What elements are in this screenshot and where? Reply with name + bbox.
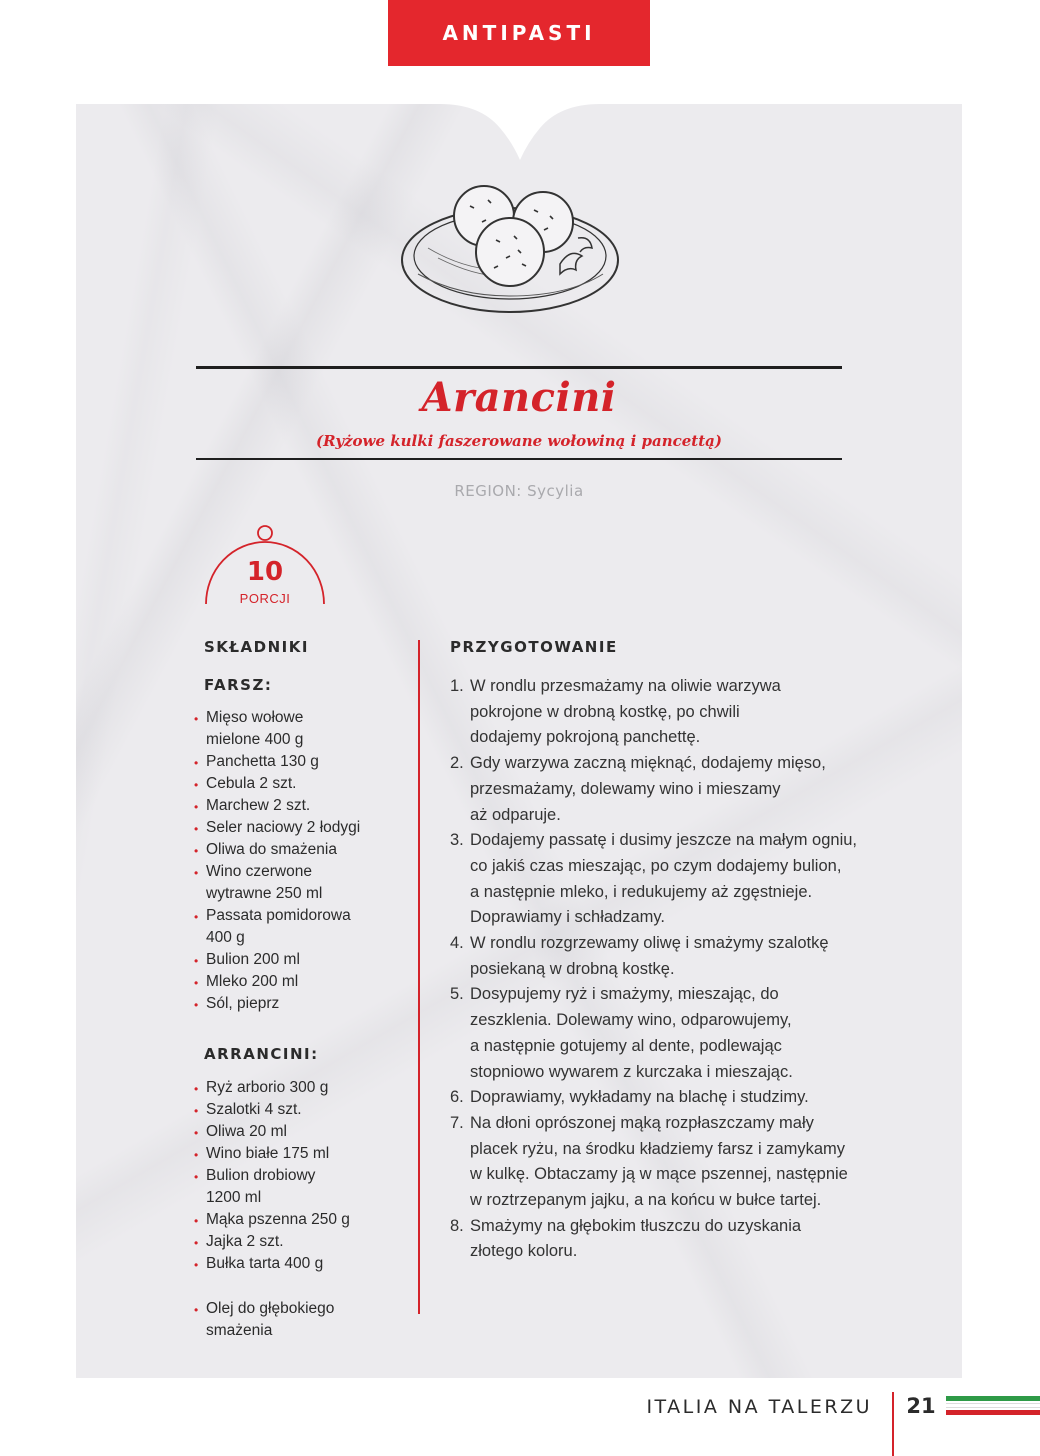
- step-text: Gdy warzywa zaczną mięknąć, dodajemy mięso,: [470, 754, 826, 773]
- title-bottom-rule: [196, 458, 842, 460]
- column-divider: [418, 640, 420, 1314]
- ingredient-text: Panchetta 130 g: [206, 753, 319, 770]
- ingredient-text: 400 g: [206, 929, 245, 946]
- bullet-icon: •: [194, 800, 199, 814]
- preparation-step: [450, 674, 920, 751]
- bullet-icon: •: [194, 976, 199, 990]
- bullet-icon: •: [194, 1126, 199, 1140]
- ingredient-text: Mleko 200 ml: [206, 973, 299, 990]
- preparation-steps: [450, 674, 920, 1265]
- arancini-plate-illustration-icon: [398, 178, 628, 328]
- step-text: aż odparuje.: [470, 805, 561, 824]
- ingredient-text: Oliwa do smażenia: [206, 841, 337, 858]
- ingredient-text: Cebula 2 szt.: [206, 775, 297, 792]
- step-text: dodajemy pokrojoną panchettę.: [470, 728, 701, 747]
- ingredient-text: Seler naciowy 2 łodygi: [206, 819, 361, 836]
- recipe-region: REGION: Sycylia: [454, 482, 584, 500]
- preparation-step: [450, 1214, 920, 1265]
- italian-flag-stripes: [946, 1396, 1040, 1417]
- ingredient-text: Sól, pieprz: [206, 995, 280, 1012]
- flag-stripe-white: [946, 1403, 1040, 1408]
- ingredient-text: Wino czerwone: [206, 863, 312, 880]
- ingredient-text: Bulion 200 ml: [206, 951, 300, 968]
- ingredient-text: 1200 ml: [206, 1189, 262, 1206]
- ingredient-item: [190, 1143, 410, 1165]
- step-number: 5.: [450, 985, 464, 1004]
- preparation-step: [450, 1111, 920, 1214]
- step-number: 3.: [450, 831, 464, 850]
- ingredient-text: wytrawne 250 ml: [206, 885, 323, 902]
- step-text: W rondlu przesmażamy na oliwie warzywa: [470, 677, 781, 695]
- step-text: zeszklenia. Dolewamy wino, odparowujemy,: [470, 1011, 792, 1030]
- step-text: a następnie gotujemy al dente, podlewając: [470, 1036, 782, 1055]
- ingredient-item: [190, 993, 410, 1015]
- step-text: Smażymy na głębokim tłuszczu do uzyskania: [470, 1216, 802, 1235]
- servings-number: 10: [246, 557, 284, 587]
- ingredient-item: [190, 1077, 410, 1099]
- bullet-icon: •: [194, 954, 199, 968]
- ingredient-item: [190, 1099, 410, 1121]
- flag-stripe-green: [946, 1396, 1040, 1401]
- step-text: Doprawiamy, wykładamy na blachę i studzimy.: [470, 1088, 809, 1107]
- step-text: złotego koloru.: [470, 1242, 578, 1261]
- step-number: 2.: [450, 754, 464, 773]
- step-text: Doprawiamy i schładzamy.: [470, 908, 666, 927]
- ingredient-text: Mąka pszenna 250 g: [206, 1211, 350, 1228]
- step-number: 7.: [450, 1113, 464, 1132]
- ingredients-heading: SKŁADNIKI: [204, 638, 309, 656]
- ingredient-text: Oliwa 20 ml: [206, 1123, 287, 1140]
- step-text: stopniowo wywarem z kurczaka i mieszając.: [470, 1062, 793, 1081]
- flag-stripe-red: [946, 1410, 1040, 1415]
- ingredient-item: [190, 905, 410, 949]
- step-text: Na dłoni oprószonej mąką rozpłaszczamy mały: [470, 1113, 814, 1132]
- step-text: pokrojone w drobną kostkę, po chwili: [470, 702, 740, 721]
- bullet-icon: •: [194, 1170, 199, 1184]
- ingredient-item: [190, 1231, 410, 1253]
- servings-label: PORCJI: [239, 591, 291, 606]
- ingredient-group-title: FARSZ:: [204, 676, 273, 694]
- step-text: a następnie mleko, i redukujemy aż zgęstnieje.: [470, 882, 813, 901]
- ingredient-item: [190, 773, 410, 795]
- ingredient-item: [190, 1209, 410, 1231]
- ingredient-text: smażenia: [206, 1322, 273, 1339]
- preparation-step: [450, 828, 920, 931]
- step-number: 8.: [450, 1216, 464, 1235]
- step-text: W rondlu rozgrzewamy oliwę i smażymy szalotkę: [470, 934, 829, 953]
- preparation-step: [450, 931, 920, 982]
- ingredient-item: [190, 839, 410, 861]
- ingredient-list-arancini: [190, 1077, 410, 1275]
- bullet-icon: •: [194, 712, 199, 726]
- ingredient-text: mielone 400 g: [206, 731, 304, 748]
- step-text: co jakiś czas mieszając, po czym dodajemy bulion,: [470, 856, 842, 875]
- bullet-icon: •: [194, 844, 199, 858]
- title-top-rule: [196, 366, 842, 369]
- ingredient-item: [190, 707, 410, 751]
- step-text: Dosypujemy ryż i smażymy, mieszając, do: [470, 985, 779, 1004]
- step-text: w roztrzepanym jajku, a na końcu w bułce tartej.: [470, 1191, 822, 1210]
- bullet-icon: •: [194, 1104, 199, 1118]
- bullet-icon: •: [194, 822, 199, 836]
- ingredient-text: Szalotki 4 szt.: [206, 1101, 302, 1118]
- ingredient-text: Marchew 2 szt.: [206, 797, 311, 814]
- ingredient-item: [190, 1298, 410, 1342]
- bullet-icon: •: [194, 1303, 199, 1317]
- step-text: posiekaną w drobną kostkę.: [470, 959, 675, 978]
- preparation-heading: PRZYGOTOWANIE: [450, 638, 618, 656]
- preparation-step: [450, 1085, 920, 1111]
- recipe-title: Arancini: [421, 374, 617, 421]
- bullet-icon: •: [194, 778, 199, 792]
- recipe-subtitle: (Ryżowe kulki faszerowane wołowiną i pancettą): [316, 432, 722, 450]
- ingredient-item: [190, 817, 410, 839]
- step-text: przesmażamy, dolewamy wino i mieszamy: [470, 779, 781, 798]
- ingredient-item: [190, 861, 410, 905]
- card-notch-decoration: [440, 98, 600, 162]
- ingredient-text: Ryż arborio 300 g: [206, 1079, 329, 1096]
- step-number: 4.: [450, 934, 464, 953]
- step-text: Dodajemy passatę i dusimy jeszcze na małym ogniu,: [470, 831, 858, 850]
- step-text: placek ryżu, na środku kładziemy farsz i zamykamy: [470, 1139, 846, 1158]
- step-number: 1.: [450, 677, 464, 695]
- bullet-icon: •: [194, 1236, 199, 1250]
- bullet-icon: •: [194, 910, 199, 924]
- bullet-icon: •: [194, 998, 199, 1012]
- ingredient-list-farsz: [190, 707, 410, 1015]
- preparation-step: [450, 751, 920, 828]
- step-number: 6.: [450, 1088, 464, 1107]
- ingredient-list-frying: [190, 1298, 410, 1342]
- footer-title: ITALIA NA TALERZU: [646, 1396, 872, 1418]
- ingredient-item: [190, 751, 410, 773]
- ingredient-item: [190, 949, 410, 971]
- section-tab: ANTIPASTI: [388, 0, 650, 66]
- step-text: w kulkę. Obtaczamy ją w mące pszennej, następnie: [470, 1165, 848, 1184]
- ingredient-item: [190, 1121, 410, 1143]
- ingredient-item: [190, 1253, 410, 1275]
- ingredient-text: Wino białe 175 ml: [206, 1145, 330, 1162]
- ingredient-item: [190, 795, 410, 817]
- footer-divider: [892, 1392, 894, 1456]
- page-number: 21: [906, 1394, 936, 1418]
- ingredient-item: [190, 971, 410, 993]
- preparation-step: [450, 982, 920, 1085]
- ingredient-text: Bułka tarta 400 g: [206, 1255, 324, 1272]
- ingredient-text: Mięso wołowe: [206, 709, 304, 726]
- bullet-icon: •: [194, 1148, 199, 1162]
- ingredient-group-title: ARRANCINI:: [204, 1045, 319, 1063]
- bullet-icon: •: [194, 756, 199, 770]
- ingredient-item: [190, 1165, 410, 1209]
- bullet-icon: •: [194, 1082, 199, 1096]
- ingredient-text: Passata pomidorowa: [206, 907, 351, 924]
- bullet-icon: •: [194, 1258, 199, 1272]
- bullet-icon: •: [194, 1214, 199, 1228]
- ingredient-text: Jajka 2 szt.: [206, 1233, 284, 1250]
- ingredient-text: Olej do głębokiego: [206, 1300, 335, 1317]
- bullet-icon: •: [194, 866, 199, 880]
- ingredient-text: Bulion drobiowy: [206, 1167, 316, 1184]
